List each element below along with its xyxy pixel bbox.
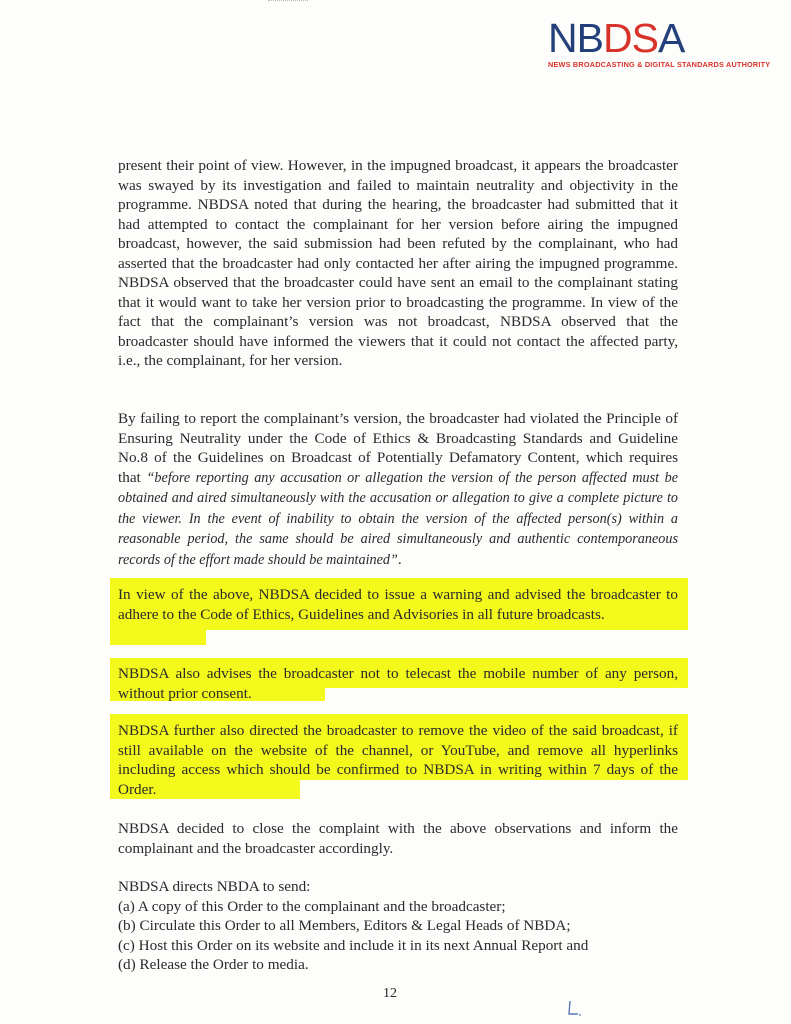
- paragraph-close-complaint: NBDSA decided to close the complaint with the above observations and inform the complainant and the broadcaster accordingly.: [118, 820, 678, 857]
- logo-subtitle: NEWS BROADCASTING & DIGITAL STANDARDS AUTHORITY: [548, 60, 771, 69]
- highlight-block: [110, 629, 206, 645]
- directives-list: [118, 877, 678, 975]
- page-number: 12: [383, 986, 397, 1001]
- directives-intro: NBDSA directs NBDA to send:: [118, 878, 311, 895]
- directive-item: (b) Circulate this Order to all Members, Editors & Legal Heads of NBDA;: [118, 917, 571, 934]
- paragraph-video-removal: NBDSA further also directed the broadcaster to remove the video of the said broadcast, if still available on the website of the channel, or YouTube, and remove all hyperlinks including access which should be confirmed to NBDSA in writing within 7 days of the Order.: [118, 722, 678, 798]
- directive-item: (c) Host this Order on its website and include it in its next Annual Report and: [118, 936, 589, 954]
- initials-signature: [566, 1000, 582, 1018]
- paragraph-violation: By failing to report the complainant’s version, the broadcaster had violated the Principle of Ensuring Neutrality under the Code of Ethics & Broadcasting Standards and Guideline No.8 of the Guidelines on Broadcast of Potentially Defamatory Content, which requires that “before reporting any accusation or allegation the version of the person affected must be obtained and aired simultaneously with the accusation or allegation to give a complete picture to the viewer. In the event of inability to obtain the version of the affected person(s) within a reasonable period, the same should be aired simultaneously and authentic contemporaneous records of the effort made should be maintained”.: [118, 410, 678, 568]
- paragraph-warning-decision: In view of the above, NBDSA decided to issue a warning and advised the broadcaster to adhere to the Code of Ethics, Guidelines and Advisories in all future broadcasts.: [118, 586, 678, 623]
- directive-item: (a) A copy of this Order to the complainant and the broadcaster;: [118, 897, 506, 915]
- directive-item: (d) Release the Order to media.: [118, 956, 309, 973]
- logo-wordmark: NBDSA: [548, 15, 685, 61]
- paragraph-mobile-number-advice: NBDSA also advises the broadcaster not to telecast the mobile number of any person, without prior consent.: [118, 665, 678, 702]
- guideline-quote: “before reporting any accusation or allegation the version of the person affected must be obtained and aired simultaneously with the accusation or allegation to give a complete picture to the viewer. In the event of inability to obtain the version of the affected person(s) within a reasonable period, the same should be aired simultaneously and authentic contemporaneous records of the effort made should be maintained”: [118, 469, 678, 568]
- paragraph-neutrality-observation: present their point of view. However, in the impugned broadcast, it appears the broadcaster was swayed by its investigation and failed to maintain neutrality and objectivity in the programme. NBDSA noted that during the hearing, the broadcaster had submitted that it had attempted to contact the complainant for her version before airing the impugned broadcast, however, the said submission had been refuted by the complainant, who had asserted that the broadcaster had only contacted her after airing the impugned programme. NBDSA observed that the broadcaster could have sent an email to the complainant stating that it would want to take her version prior to broadcasting the programme. In view of the fact that the complainant’s version was not broadcast, NBDSA observed that the broadcaster should have informed the viewers that it could not contact the affected party, i.e., the complainant, for her version.: [118, 157, 678, 369]
- nbdsa-logo: [548, 15, 771, 69]
- scan-mark: [268, 0, 308, 7]
